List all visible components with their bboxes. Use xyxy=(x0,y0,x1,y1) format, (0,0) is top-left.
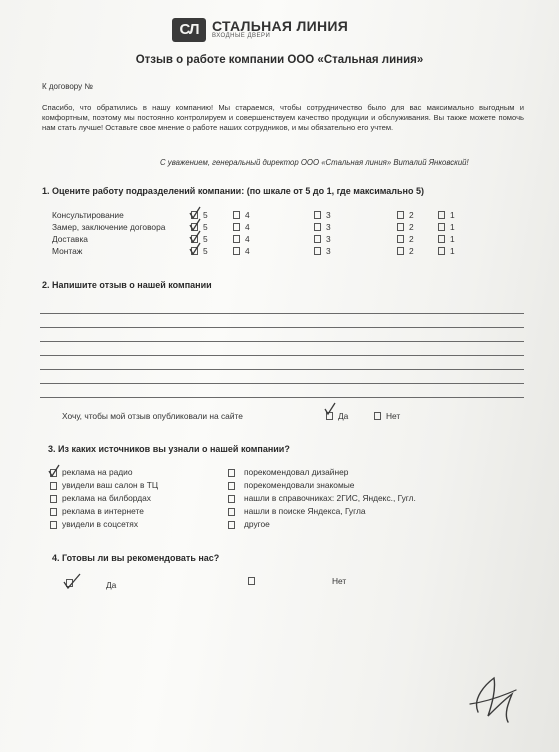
review-line[interactable] xyxy=(40,355,524,356)
logo-mark: СЛ xyxy=(172,18,206,42)
rating-checkbox[interactable] xyxy=(397,223,404,231)
q1-heading: 1. Оцените работу подразделений компании: (по шкале от 5 до 1, где максимально 5) xyxy=(42,186,424,196)
source-checkbox[interactable] xyxy=(228,521,235,529)
source-option-label: реклама в интернете xyxy=(62,506,144,516)
rating-value-label: 2 xyxy=(409,234,414,244)
source-checkbox[interactable] xyxy=(50,482,57,490)
review-line[interactable] xyxy=(40,383,524,384)
q1-row-label: Доставка xyxy=(52,234,88,244)
form-title: Отзыв о работе компании ООО «Стальная линия» xyxy=(135,54,424,66)
q1-row-label: Монтаж xyxy=(52,246,83,256)
rating-checkbox[interactable] xyxy=(397,247,404,255)
source-option-label: нашли в поиске Яндекса, Гугла xyxy=(244,506,366,516)
rating-checkbox[interactable] xyxy=(438,235,445,243)
rating-checkbox[interactable] xyxy=(314,223,321,231)
source-checkbox[interactable] xyxy=(50,508,57,516)
q1-rating-option[interactable] xyxy=(397,234,414,244)
rating-value-label: 4 xyxy=(245,246,250,256)
company-logo xyxy=(172,18,349,44)
handwritten-signature xyxy=(464,664,526,726)
q1-row-label: Замер, заключение договора xyxy=(52,222,166,232)
q1-rating-option[interactable] xyxy=(314,210,331,220)
intro-text: Спасибо, что обратились в нашу компанию! Мы стараемся, чтобы сотрудничество было для вас максимально выгодным и комфортным, поэтому мы постоянно контролируем и совершенствуем качество продукции и обслуживания. Вы также можете помочь нам стать лучше! Оставьте свое мнение о работе наших сотрудников, и мы обязательно его учтем. xyxy=(42,103,524,133)
source-checkbox[interactable] xyxy=(50,495,57,503)
q1-rating-option[interactable] xyxy=(397,222,414,232)
q2-heading: 2. Напишите отзыв о нашей компании xyxy=(42,280,212,290)
source-option-label: реклама на билбордах xyxy=(62,493,151,503)
rating-value-label: 5 xyxy=(203,222,208,232)
source-option-label: увидели в соцсетях xyxy=(62,519,139,529)
q1-rating-option[interactable] xyxy=(438,222,455,232)
q1-rating-option[interactable] xyxy=(397,210,414,220)
recommend-no-checkbox[interactable] xyxy=(248,577,255,585)
source-option-label: порекомендовал дизайнер xyxy=(244,467,349,477)
rating-checkbox[interactable] xyxy=(314,235,321,243)
recommend-no-label: Нет xyxy=(332,576,347,586)
recommend-yes-check-mark xyxy=(62,572,82,590)
rating-value-label: 2 xyxy=(409,210,414,220)
publish-yes-label: Да xyxy=(338,411,349,421)
q4-heading: 4. Готовы ли вы рекомендовать нас? xyxy=(52,553,220,563)
review-line[interactable] xyxy=(40,313,524,314)
source-checkbox[interactable] xyxy=(50,521,57,529)
rating-value-label: 2 xyxy=(409,222,414,232)
review-line[interactable] xyxy=(40,369,524,370)
rating-checkbox[interactable] xyxy=(233,247,240,255)
logo-tagline: ВХОДНЫЕ ДВЕРИ xyxy=(212,33,271,39)
rating-checkbox[interactable] xyxy=(438,223,445,231)
publish-yes-check-mark xyxy=(322,401,338,417)
q1-rating-option[interactable] xyxy=(314,246,331,256)
rating-value-label: 4 xyxy=(245,210,250,220)
rating-checkbox[interactable] xyxy=(314,211,321,219)
source-option-label: порекомендовали знакомые xyxy=(244,480,355,490)
source-checkbox[interactable] xyxy=(228,508,235,516)
publish-no-label: Нет xyxy=(386,411,401,421)
rating-value-label: 1 xyxy=(450,222,455,232)
rating-value-label: 1 xyxy=(450,210,455,220)
rating-value-label: 2 xyxy=(409,246,414,256)
rating-value-label: 1 xyxy=(450,234,455,244)
q1-rating-option[interactable] xyxy=(314,234,331,244)
rating-checkbox[interactable] xyxy=(233,211,240,219)
contract-number-label: К договору № xyxy=(42,82,93,91)
recommend-no-checkbox-wrap[interactable] xyxy=(248,576,260,586)
q3-heading: 3. Из каких источников вы узнали о нашей компании? xyxy=(48,444,290,454)
rating-checkbox[interactable] xyxy=(397,235,404,243)
review-line[interactable] xyxy=(40,341,524,342)
publish-question: Хочу, чтобы мой отзыв опубликовали на сайте xyxy=(62,411,243,421)
source-checkbox[interactable] xyxy=(228,495,235,503)
rating-value-label: 3 xyxy=(326,246,331,256)
q1-rating-option[interactable] xyxy=(438,246,455,256)
rating-checkbox[interactable] xyxy=(438,211,445,219)
rating-checkbox[interactable] xyxy=(397,211,404,219)
source-checkbox[interactable] xyxy=(228,482,235,490)
source-option-label: увидели ваш салон в ТЦ xyxy=(62,480,159,490)
rating-checkbox[interactable] xyxy=(314,247,321,255)
rating-checkbox[interactable] xyxy=(438,247,445,255)
rating-value-label: 5 xyxy=(203,246,208,256)
rating-value-label: 1 xyxy=(450,246,455,256)
source-checkbox[interactable] xyxy=(228,469,235,477)
source-check-mark xyxy=(47,464,61,478)
q1-rating-option[interactable] xyxy=(233,246,250,256)
source-option-label: нашли в справочниках: 2ГИС, Яндекс., Гугл. xyxy=(244,493,416,503)
q1-rating-option[interactable] xyxy=(397,246,414,256)
q1-row-label: Консультирование xyxy=(52,210,124,220)
q1-rating-option[interactable] xyxy=(233,222,250,232)
review-line[interactable] xyxy=(40,327,524,328)
rating-value-label: 5 xyxy=(203,210,208,220)
source-option-label: другое xyxy=(244,519,270,529)
publish-no-checkbox[interactable] xyxy=(374,412,381,420)
q1-rating-option[interactable] xyxy=(438,234,455,244)
rating-checkbox[interactable] xyxy=(233,223,240,231)
rating-checkbox[interactable] xyxy=(233,235,240,243)
publish-no-option[interactable] xyxy=(374,411,400,421)
review-line[interactable] xyxy=(40,397,524,398)
rating-check-mark xyxy=(188,242,202,256)
q1-rating-option[interactable] xyxy=(233,210,250,220)
rating-value-label: 4 xyxy=(245,234,250,244)
q1-rating-option[interactable] xyxy=(314,222,331,232)
rating-value-label: 3 xyxy=(326,222,331,232)
rating-value-label: 3 xyxy=(326,234,331,244)
logo-name: СТАЛЬНАЯ ЛИНИЯ xyxy=(212,18,349,34)
recommend-yes-label: Да xyxy=(106,580,117,590)
source-option-label: реклама на радио xyxy=(62,467,133,477)
q1-rating-option[interactable] xyxy=(438,210,455,220)
rating-value-label: 3 xyxy=(326,210,331,220)
rating-value-label: 4 xyxy=(245,222,250,232)
q1-rating-option[interactable] xyxy=(233,234,250,244)
rating-value-label: 5 xyxy=(203,234,208,244)
regards-signature-text: С уважением, генеральный директор ООО «Стальная линия» Виталий Янковский! xyxy=(160,158,469,167)
